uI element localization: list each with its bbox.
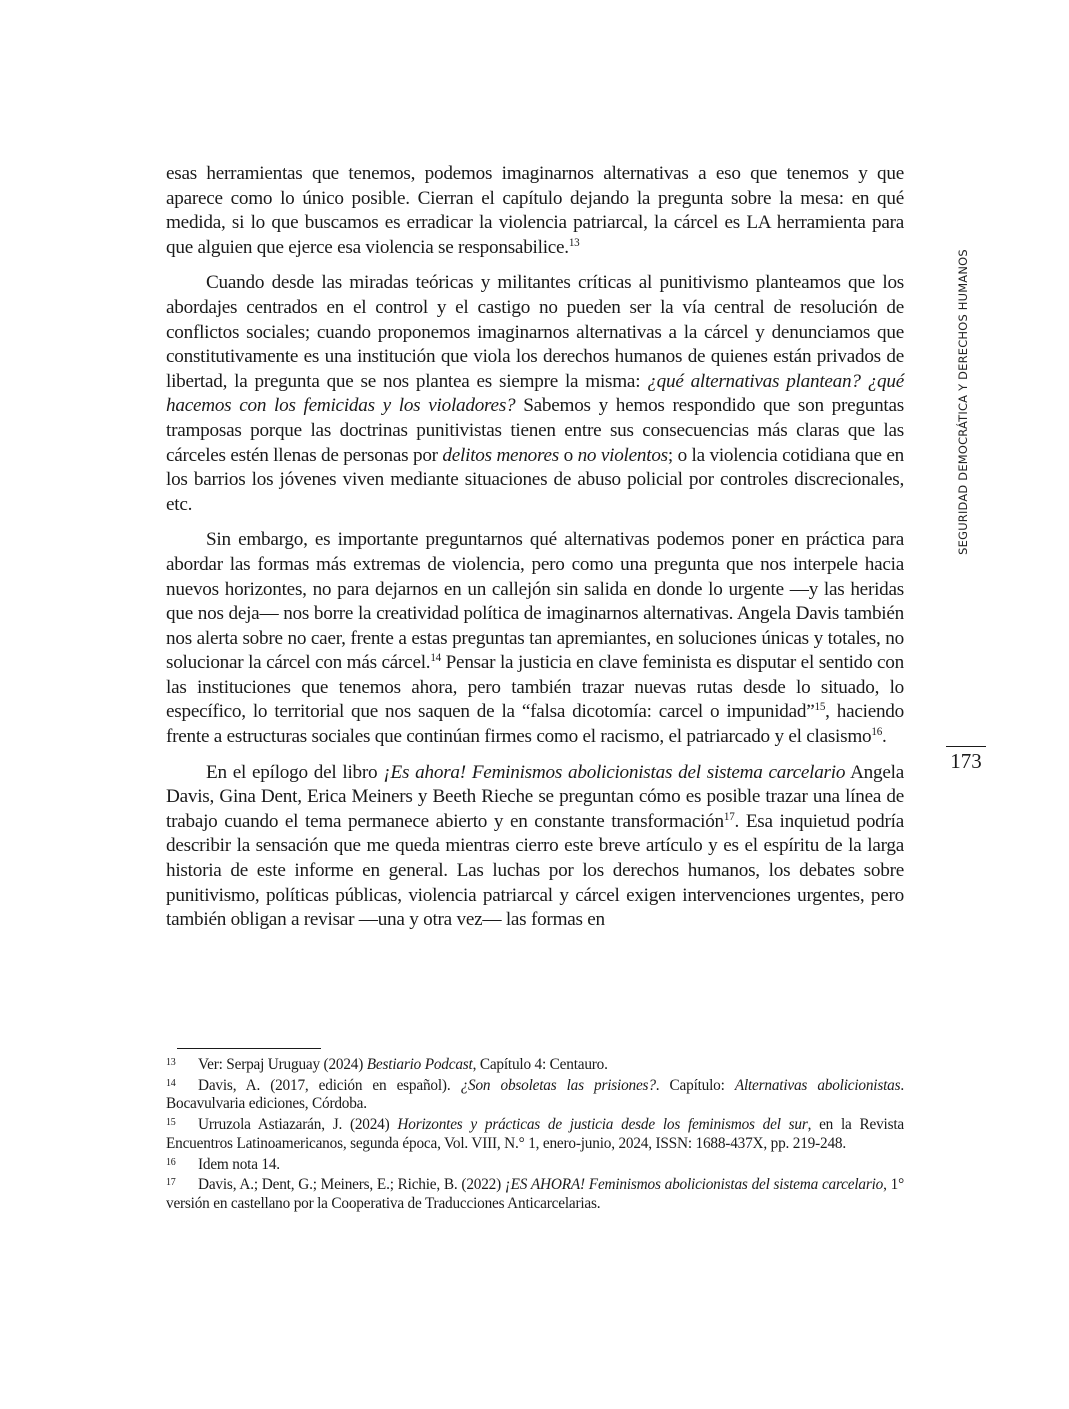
footnote: 16 Idem nota 14. [166,1155,280,1173]
footnote-number: 17 [166,1177,176,1189]
paragraph: En el epílogo del libro ¡Es ahora! Feminismos abolicionistas del sistema carcelario Angela Davis, Gina Dent, Erica Meiners y Beeth Rieche se preguntan cómo es posible trazar una línea de trabajo cuando el tema permanece abierto y en constante transformación$^{17}$. Esa inquietud podría describir la sensación que me queda mientras cierro este breve artículo y es el espíritu de la larga historia de este informe en general. Las luchas por los derechos humanos, los debates sobre punitivismo, políticas públicas, violencia patriarcal y cárcel exigen intervenciones urgentes, pero también obligan a revisar —una y otra vez— las formas en [166,761,905,931]
footnote-reference: 13 [568,236,580,249]
footnote: 17 Davis, A.; Dent, G.; Meiners, E.; Richie, B. (2022) ¡ES AHORA! Feminismos abolicionistas del sistema carcelario, 1° versión en castellano por la Cooperativa de Traducciones Anticarcelarias. [166,1176,904,1212]
footnote: 15 Urruzola Astiazarán, J. (2024) Horizontes y prácticas de justicia desde los feminismos del sur, en la Revista Encuentros Latinoamericanos, segunda época, Vol. VIII, N.° 1, enero-junio, 2024, ISSN: 1688-437X, pp. 219-248. [166,1116,904,1152]
italic-text: Bestiario Podcast [366,1056,473,1073]
footnotes [166,1054,904,1214]
footnote-number: 16 [166,1156,176,1168]
footnote-separator [177,1048,321,1049]
footnote: 13 Ver: Serpaj Uruguay (2024) Bestiario Podcast, Capítulo 4: Centauro. [166,1056,608,1073]
italic-text: ¿Son obsoletas las prisiones? [460,1076,656,1094]
italic-text: Alternativas abolicionistas [734,1076,901,1094]
italic-text: ¡ES AHORA! Feminismos abolicionistas del sistema carcelario [504,1176,884,1194]
footnote-number: 15 [166,1117,176,1129]
footnote-number: 14 [166,1077,176,1089]
italic-text: ¡Es ahora! Feminismos abolicionistas del sistema carcelario [383,761,846,783]
body-text [166,162,904,944]
running-head: SEGURIDAD DEMOCRÁTICA Y DERECHOS HUMANOS [956,249,970,555]
paragraph: Sin embargo, es importante preguntarnos qué alternativas podemos poner en práctica para abordar las formas más extremas de violencia, pero como una pregunta que nos interpele hacia nuevos horizontes, no para dejarnos en un callejón sin salida en donde lo urgente —y las heridas que nos deja— nos borre la creatividad política de imaginarnos alternativas. Angela Davis también nos alerta sobre no caer, frente a estas preguntas tan apremiantes, en soluciones únicas y totales, no solucionar la cárcel con más cárcel.$^{14}$ Pensar la justicia en clave feminista es disputar el sentido con las instituciones que tenemos ahora, pero también trazar nuevas rutas desde lo situado, lo específico, lo territorial que nos saquen de la “falsa dicotomía: carcel o impunidad”$^{15}$, haciendo frente a estructuras sociales que continúan firmes como el racismo, el patriarcado y el clasismo$^{16}$. [166,529,904,748]
footnote-reference: 14 [430,652,441,665]
footnote-reference: 15 [814,701,826,714]
paragraph: Cuando desde las miradas teóricas y militantes críticas al punitivismo planteamos que los abordajes centrados en el control y el castigo no pueden ser la vía central de resolución de conflictos sociales; cuando proponemos imaginarnos alternativas a la cárcel y denunciamos que constitutivamente es una institución que viola los derechos humanos de quienes están privados de libertad, la pregunta que se nos plantea es siempre la misma: ¿qué alternativas plantean? ¿qué hacemos con los femicidas y los violadores? Sabemos y hemos respondido que son preguntas tramposas porque las doctrinas punitivistas tienen entre sus consecuencias más claras que las cárceles estén llenas de personas por delitos menores o no violentos; o la violencia cotidiana que en los barrios los jóvenes viven mediante situaciones de abuso policial por controles discrecionales, etc. [166,272,905,515]
italic-text: no violentos [577,444,668,466]
italic-text: delitos menores [442,444,559,466]
footnote-reference: 16 [871,726,883,739]
italic-text: Horizontes y prácticas de justicia desde los feminismos del sur [397,1116,808,1134]
paragraph: esas herramientas que tenemos, podemos imaginarnos alternativas a eso que tenemos y que aparece como lo único posible. Cierran el capítulo dejando la pregunta sobre la mesa: en qué medida, si lo que buscamos es erradicar la violencia patriarcal, la cárcel es LA herramienta para que alguien que ejerce esa violencia se responsabilice.$^{13}$ [166,163,904,258]
footnote-number: 13 [166,1057,176,1068]
italic-text: ¿qué alternativas plantean? ¿qué hacemos con los femicidas y los violadores? [166,370,904,417]
page-number: 173 [946,746,986,772]
footnote-reference: 17 [723,810,735,823]
footnote: 14 Davis, A. (2017, edición en español). ¿Son obsoletas las prisiones?. Capítulo: Alternativas abolicionistas. Bocavulvaria ediciones, Córdoba. [166,1076,904,1113]
